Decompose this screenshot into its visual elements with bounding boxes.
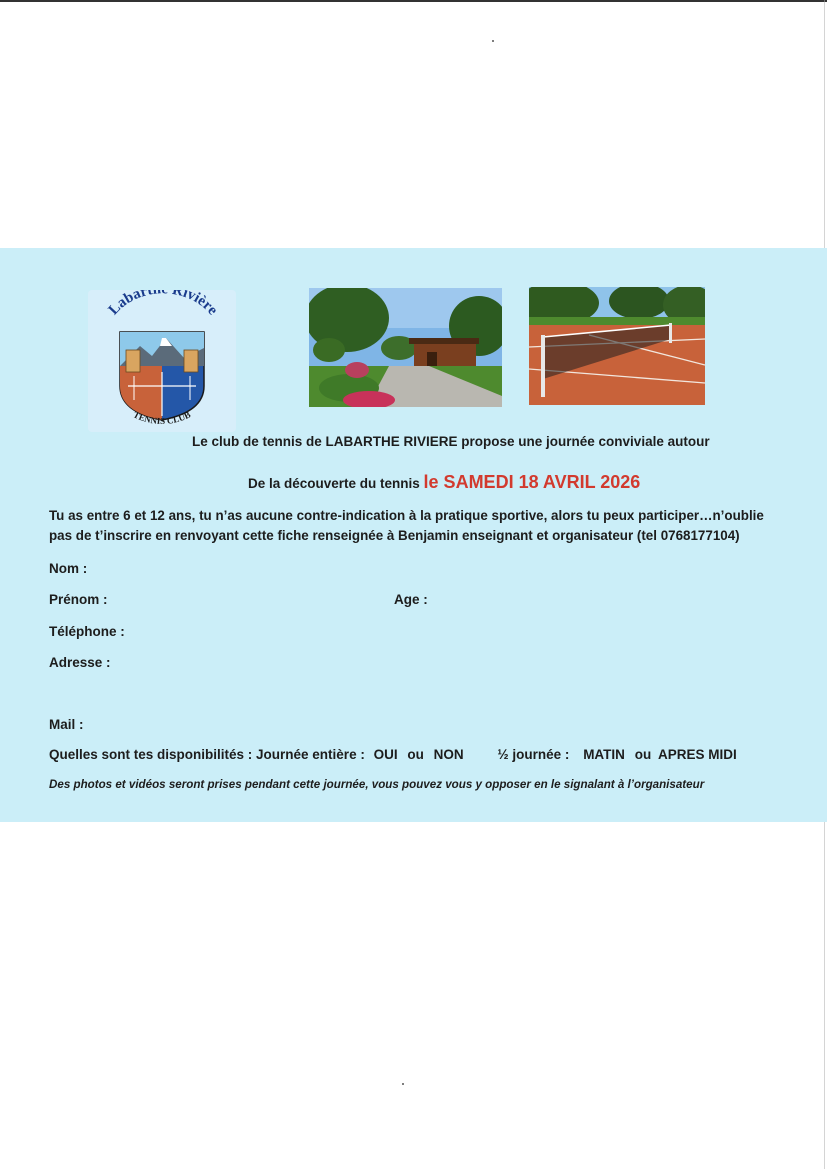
option-non: NON xyxy=(433,747,464,762)
field-label-telephone: Téléphone : xyxy=(49,624,125,639)
option-apres-midi: APRES MIDI xyxy=(657,747,737,762)
field-label-mail: Mail : xyxy=(49,717,84,732)
intro-line-1: Le club de tennis de LABARTHE RIVIERE propose une journée conviviale autour xyxy=(192,434,710,449)
field-label-nom: Nom : xyxy=(49,561,88,576)
field-label-prenom: Prénom : xyxy=(49,592,108,607)
field-label-adresse: Adresse : xyxy=(49,655,111,670)
photos-consent-note: Des photos et vidéos seront prises pendant cette journée, vous pouvez vous y opposer en le signalant à l’organisateur xyxy=(49,778,705,791)
half-day-label: ½ journée : xyxy=(497,747,570,762)
scan-edge-top xyxy=(0,0,827,2)
intro-line-2-prefix: De la découverte du tennis xyxy=(248,476,424,491)
garden-photo xyxy=(309,288,502,407)
description-line-2: pas de t’inscrire en renvoyant cette fiche renseignée à Benjamin enseignant et organisateur (tel 0768177104) xyxy=(49,528,740,543)
club-logo-graphic xyxy=(88,290,236,432)
option-matin: MATIN xyxy=(583,747,625,762)
option-ou-2: ou xyxy=(634,747,652,762)
logo-subtitle: TENNIS CLUB xyxy=(131,409,193,427)
option-oui: OUI xyxy=(373,747,398,762)
tennis-court-photo xyxy=(529,287,705,405)
svg-text:Labarthe Rivière xyxy=(106,290,221,318)
availability-line xyxy=(49,747,737,762)
option-ou-1: ou xyxy=(407,747,424,762)
event-date: le SAMEDI 18 AVRIL 2026 xyxy=(423,472,641,492)
availability-question: Quelles sont tes disponibilités : Journée entière : xyxy=(49,747,365,762)
intro-line-2 xyxy=(248,472,640,493)
logo-title: Labart Rivière xyxy=(105,290,221,319)
scan-speck xyxy=(402,1083,404,1085)
club-logo xyxy=(88,290,236,432)
description-line-1: Tu as entre 6 et 12 ans, tu n’as aucune contre-indication à la pratique sportive, alors tu peux participer…n’oublie xyxy=(49,508,764,523)
tennis-court-photo-graphic xyxy=(529,287,705,405)
scan-speck xyxy=(492,40,494,42)
garden-photo-graphic xyxy=(309,288,502,407)
field-label-age: Age : xyxy=(394,592,428,607)
